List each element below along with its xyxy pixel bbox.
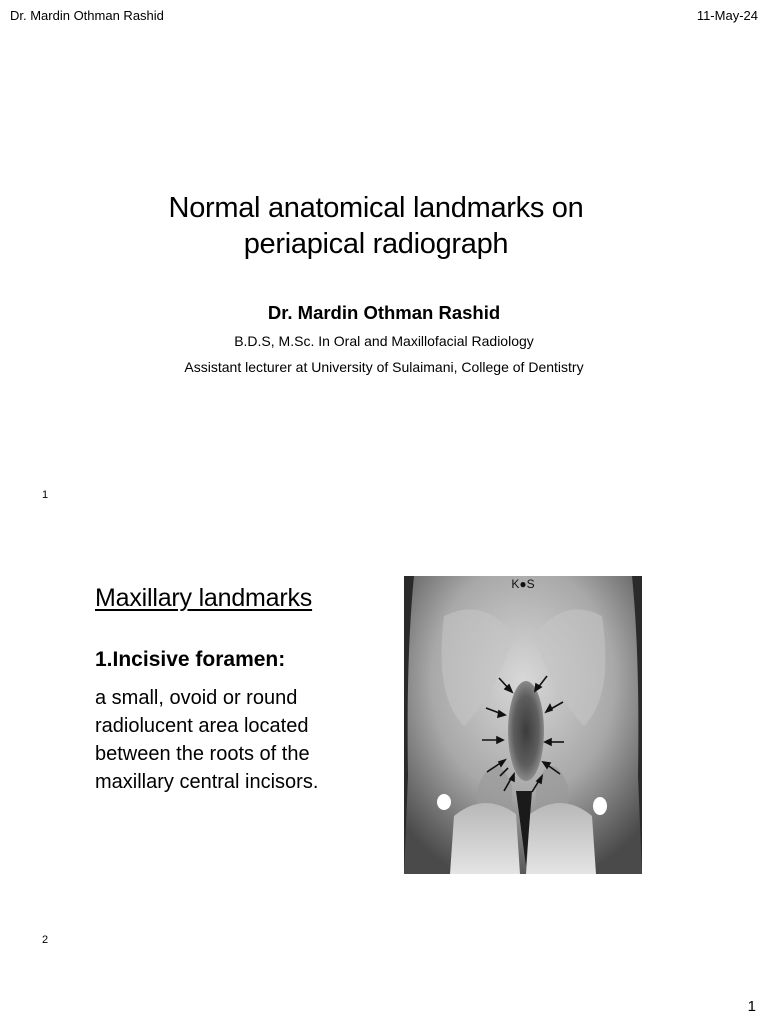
slide2-number: 2	[42, 934, 49, 946]
slide1-title-line2: periapical radiograph	[243, 228, 509, 260]
header-author: Dr. Mardin Othman Rashid	[10, 8, 164, 23]
header-date: 11-May-24	[696, 8, 758, 23]
slide2-subheading: 1.Incisive foramen:	[95, 648, 286, 671]
slide1-title	[0, 190, 752, 262]
page-number: 1	[747, 998, 756, 1015]
radiograph-image	[404, 576, 642, 874]
radiograph-label: K●S	[511, 577, 535, 591]
slide2-body: a small, ovoid or round radiolucent area located between the roots of the maxillary central incisors.	[95, 687, 319, 793]
slide1-position: Assistant lecturer at University of Sulaimani, College of Dentistry	[184, 359, 584, 375]
slide1-title-line1: Normal anatomical landmarks on	[168, 192, 584, 224]
slide2-heading: Maxillary landmarks	[95, 584, 313, 612]
slide1-author: Dr. Mardin Othman Rashid	[267, 302, 501, 323]
slide1-credentials: B.D.S, M.Sc. In Oral and Maxillofacial Radiology	[234, 333, 534, 349]
slide1-number: 1	[42, 489, 49, 501]
